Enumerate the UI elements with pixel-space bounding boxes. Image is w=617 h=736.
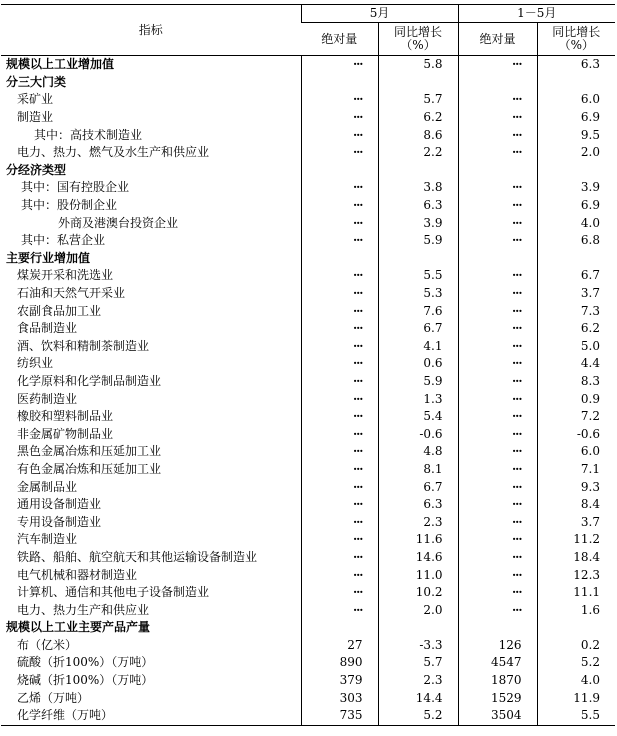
ytd-yoy-value: 6.0 — [537, 91, 615, 109]
ytd-abs-value: ··· — [458, 566, 537, 584]
ytd-yoy-value: 6.2 — [537, 320, 615, 338]
indicator-name: 黑色金属冶炼和压延加工业 — [17, 444, 162, 459]
indicator-name: 化学原料和化学制品制造业 — [17, 373, 162, 388]
month-yoy-value: 10.2 — [378, 584, 458, 602]
month-yoy-value: 6.3 — [378, 496, 458, 514]
section-row — [1, 56, 615, 74]
table-row — [1, 232, 615, 250]
indicator-name: 电力、热力生产和供应业 — [17, 602, 150, 617]
indicator-name: 制造业 — [17, 110, 54, 125]
month-abs-value: ··· — [301, 390, 378, 408]
ytd-abs-value: ··· — [458, 425, 537, 443]
indicator-name: 医药制造业 — [17, 391, 78, 406]
ytd-abs-value: ··· — [458, 355, 537, 373]
industrial-stats-table — [1, 4, 615, 726]
month-abs-value: ··· — [301, 179, 378, 197]
month-abs-value: ··· — [301, 109, 378, 127]
ytd-yoy-value: 9.3 — [537, 478, 615, 496]
table-row — [1, 478, 615, 496]
indicator-name: 化学纤维（万吨） — [1, 707, 301, 725]
month-abs-value: ··· — [301, 373, 378, 391]
ytd-header: 1－5月 — [458, 5, 615, 23]
indicator-name: 酒、饮料和精制茶制造业 — [17, 338, 150, 353]
ytd-abs-value — [458, 74, 537, 92]
table-row — [1, 302, 615, 320]
table-row — [1, 654, 615, 672]
month-yoy-value: -0.6 — [378, 425, 458, 443]
ytd-abs-value: 1870 — [458, 672, 537, 690]
month-yoy-value: 5.7 — [378, 91, 458, 109]
ytd-abs-value: ··· — [458, 461, 537, 479]
ytd-yoy-value: 1.6 — [537, 601, 615, 619]
ytd-abs-header: 绝对量 — [458, 23, 537, 56]
table-row — [1, 390, 615, 408]
indicator-name: 规模以上工业增加值 — [6, 57, 115, 72]
indicator-name: 金属制品业 — [17, 479, 78, 494]
indicator-name: 乙烯（万吨） — [17, 690, 90, 705]
table-row — [1, 285, 615, 303]
indicator-name: 石油和天然气开采业 — [17, 286, 126, 301]
month-abs-value: ··· — [301, 338, 378, 356]
table-row — [1, 425, 615, 443]
ytd-abs-value: ··· — [458, 144, 537, 162]
month-abs-value: ··· — [301, 443, 378, 461]
month-yoy-value: 14.4 — [378, 689, 458, 707]
month-abs-value: ··· — [301, 91, 378, 109]
ytd-abs-value: ··· — [458, 56, 537, 74]
month-yoy-value: 0.6 — [378, 355, 458, 373]
table-row — [1, 338, 615, 356]
month-abs-value: ··· — [301, 56, 378, 74]
month-yoy-value: 5.8 — [378, 56, 458, 74]
indicator-name: 烧碱（折100%）（万吨） — [17, 673, 154, 688]
month-yoy-value: 6.7 — [378, 478, 458, 496]
ytd-yoy-value: 6.8 — [537, 232, 615, 250]
ytd-abs-value — [458, 162, 537, 180]
table-row — [1, 373, 615, 391]
ytd-abs-value: ··· — [458, 443, 537, 461]
table-row — [1, 461, 615, 479]
ytd-yoy-value: 11.1 — [537, 584, 615, 602]
ytd-yoy-value: 12.3 — [537, 566, 615, 584]
ytd-abs-value: ··· — [458, 232, 537, 250]
month-yoy-value: 11.6 — [378, 531, 458, 549]
month-header: 5月 — [301, 5, 458, 23]
ytd-abs-value: ··· — [458, 214, 537, 232]
month-abs-value: ··· — [301, 549, 378, 567]
indicator-name: 电力、热力、燃气及水生产和供应业 — [17, 145, 210, 160]
indicator-name: 电气机械和器材制造业 — [17, 567, 138, 582]
ytd-abs-value: ··· — [458, 338, 537, 356]
month-yoy-value: 3.9 — [378, 214, 458, 232]
month-abs-value: ··· — [301, 267, 378, 285]
indicator-name: 专用设备制造业 — [17, 514, 102, 529]
table-header — [1, 5, 615, 56]
month-yoy-value: 8.6 — [378, 126, 458, 144]
ytd-abs-value — [458, 619, 537, 637]
month-yoy-value: 14.6 — [378, 549, 458, 567]
indicator-name: 其中：私营企业 — [21, 233, 106, 248]
indicator-name: 其中：高技术制造业 — [34, 127, 143, 142]
ytd-yoy-value: 9.5 — [537, 126, 615, 144]
ytd-abs-value: ··· — [458, 91, 537, 109]
month-yoy-value: 2.3 — [378, 672, 458, 690]
ytd-yoy-value: 4.4 — [537, 355, 615, 373]
ytd-abs-value: ··· — [458, 408, 537, 426]
ytd-abs-value: 126 — [458, 637, 537, 655]
month-abs-value: ··· — [301, 126, 378, 144]
indicator-name: 计算机、通信和其他电子设备制造业 — [17, 585, 210, 600]
table-body — [1, 56, 615, 726]
month-yoy-value: 5.9 — [378, 232, 458, 250]
month-abs-value: ··· — [301, 408, 378, 426]
month-yoy-header — [378, 23, 458, 56]
month-abs-value — [301, 74, 378, 92]
ytd-abs-value: ··· — [458, 549, 537, 567]
table-row — [1, 531, 615, 549]
table-row — [1, 197, 615, 215]
indicator-name: 通用设备制造业 — [17, 497, 102, 512]
month-abs-value: ··· — [301, 144, 378, 162]
month-abs-value: ··· — [301, 285, 378, 303]
month-yoy-value: 5.3 — [378, 285, 458, 303]
table-row — [1, 267, 615, 285]
ytd-abs-value: ··· — [458, 373, 537, 391]
indicator-name: 分经济类型 — [6, 162, 67, 177]
table-row — [1, 91, 615, 109]
indicator-name: 主要行业增加值 — [6, 250, 91, 265]
ytd-yoy-value: 0.9 — [537, 390, 615, 408]
month-abs-value: ··· — [301, 302, 378, 320]
month-yoy-value: -3.3 — [378, 637, 458, 655]
ytd-yoy-value: 6.9 — [537, 197, 615, 215]
ytd-abs-value: ··· — [458, 513, 537, 531]
section-row — [1, 74, 615, 92]
table-row — [1, 355, 615, 373]
ytd-abs-value: ··· — [458, 285, 537, 303]
ytd-abs-value: ··· — [458, 478, 537, 496]
indicator-name: 其中：国有控股企业 — [21, 180, 130, 195]
indicator-name: 外商及港澳台投资企业 — [58, 215, 179, 230]
table-row — [1, 214, 615, 232]
table-row — [1, 566, 615, 584]
month-abs-value: 890 — [301, 654, 378, 672]
table-row — [1, 144, 615, 162]
month-yoy-value: 11.0 — [378, 566, 458, 584]
month-abs-value: ··· — [301, 531, 378, 549]
ytd-abs-value: ··· — [458, 197, 537, 215]
month-abs-value: ··· — [301, 461, 378, 479]
ytd-yoy-header — [537, 23, 615, 56]
indicator-name: 采矿业 — [17, 92, 54, 107]
ytd-yoy-value — [537, 74, 615, 92]
section-row — [1, 162, 615, 180]
month-abs-value: ··· — [301, 355, 378, 373]
month-yoy-value: 5.2 — [378, 707, 458, 725]
ytd-yoy-value: 6.9 — [537, 109, 615, 127]
month-yoy-value: 5.7 — [378, 654, 458, 672]
table-row — [1, 707, 615, 725]
ytd-yoy-value: 6.3 — [537, 56, 615, 74]
month-yoy-value: 7.6 — [378, 302, 458, 320]
indicator-name: 非金属矿物制品业 — [17, 426, 114, 441]
month-yoy-value: 5.4 — [378, 408, 458, 426]
ytd-abs-value: ··· — [458, 109, 537, 127]
month-abs-value: 303 — [301, 689, 378, 707]
ytd-yoy-value: 4.0 — [537, 214, 615, 232]
ytd-yoy-value: 2.0 — [537, 144, 615, 162]
table-row — [1, 584, 615, 602]
indicator-name: 煤炭开采和洗选业 — [17, 268, 114, 283]
ytd-abs-value: ··· — [458, 496, 537, 514]
month-abs-value: ··· — [301, 425, 378, 443]
table-row — [1, 496, 615, 514]
ytd-yoy-value: 18.4 — [537, 549, 615, 567]
indicator-header: 指标 — [1, 5, 301, 56]
table-row — [1, 637, 615, 655]
indicator-name: 食品制造业 — [17, 321, 78, 336]
month-yoy-value: 6.3 — [378, 197, 458, 215]
ytd-yoy-value — [537, 162, 615, 180]
section-row — [1, 250, 615, 268]
table-row — [1, 513, 615, 531]
month-yoy-value: 4.1 — [378, 338, 458, 356]
ytd-abs-value: ··· — [458, 267, 537, 285]
indicator-name: 橡胶和塑料制品业 — [17, 409, 114, 424]
month-yoy-label: 同比增长 （%） — [394, 25, 443, 52]
table-row — [1, 126, 615, 144]
month-abs-value: 735 — [301, 707, 378, 725]
month-yoy-value — [378, 619, 458, 637]
indicator-name: 汽车制造业 — [17, 532, 78, 547]
ytd-abs-value: 1529 — [458, 689, 537, 707]
ytd-abs-value: ··· — [458, 179, 537, 197]
month-abs-value: ··· — [301, 214, 378, 232]
month-abs-value: ··· — [301, 584, 378, 602]
ytd-yoy-value: 6.7 — [537, 267, 615, 285]
indicator-name: 农副食品加工业 — [17, 303, 102, 318]
ytd-yoy-value: 11.2 — [537, 531, 615, 549]
ytd-yoy-value: 7.2 — [537, 408, 615, 426]
ytd-abs-value: ··· — [458, 302, 537, 320]
indicator-name: 纺织业 — [17, 356, 54, 371]
month-yoy-value — [378, 162, 458, 180]
month-yoy-value: 6.2 — [378, 109, 458, 127]
ytd-abs-value: ··· — [458, 320, 537, 338]
ytd-abs-value: ··· — [458, 531, 537, 549]
ytd-yoy-value: 3.7 — [537, 285, 615, 303]
month-yoy-value: 5.9 — [378, 373, 458, 391]
ytd-yoy-value: 0.2 — [537, 637, 615, 655]
ytd-yoy-value: 7.1 — [537, 461, 615, 479]
ytd-yoy-value: 5.5 — [537, 707, 615, 725]
month-abs-value — [301, 162, 378, 180]
ytd-abs-value: ··· — [458, 601, 537, 619]
ytd-yoy-value: 5.0 — [537, 338, 615, 356]
month-abs-value: ··· — [301, 197, 378, 215]
table-row — [1, 443, 615, 461]
month-abs-value: ··· — [301, 566, 378, 584]
month-abs-value: ··· — [301, 513, 378, 531]
indicator-name: 有色金属冶炼和压延加工业 — [17, 461, 162, 476]
ytd-abs-value — [458, 250, 537, 268]
month-yoy-value: 3.8 — [378, 179, 458, 197]
ytd-abs-value: 3504 — [458, 707, 537, 725]
month-yoy-value: 6.7 — [378, 320, 458, 338]
month-abs-value: ··· — [301, 232, 378, 250]
month-abs-value: 379 — [301, 672, 378, 690]
ytd-abs-value: ··· — [458, 584, 537, 602]
indicator-name: 布（亿米） — [17, 637, 78, 652]
month-abs-value — [301, 619, 378, 637]
ytd-yoy-value: 11.9 — [537, 689, 615, 707]
month-yoy-value — [378, 250, 458, 268]
month-yoy-value: 4.8 — [378, 443, 458, 461]
ytd-abs-value: ··· — [458, 126, 537, 144]
ytd-yoy-value: -0.6 — [537, 425, 615, 443]
month-yoy-value — [378, 74, 458, 92]
month-abs-value: ··· — [301, 496, 378, 514]
indicator-name: 硫酸（折100%）（万吨） — [17, 655, 154, 670]
ytd-yoy-value: 8.4 — [537, 496, 615, 514]
table-row — [1, 549, 615, 567]
month-abs-value: ··· — [301, 601, 378, 619]
month-abs-value: ··· — [301, 320, 378, 338]
indicator-name: 规模以上工业主要产品产量 — [6, 620, 151, 635]
table-row — [1, 672, 615, 690]
ytd-yoy-value: 6.0 — [537, 443, 615, 461]
indicator-name: 其中：股份制企业 — [21, 198, 118, 213]
ytd-yoy-value: 3.9 — [537, 179, 615, 197]
ytd-yoy-value — [537, 619, 615, 637]
ytd-yoy-label: 同比增长 （%） — [552, 25, 601, 52]
ytd-abs-value: ··· — [458, 390, 537, 408]
month-yoy-value: 2.0 — [378, 601, 458, 619]
ytd-yoy-value: 5.2 — [537, 654, 615, 672]
month-abs-value: ··· — [301, 478, 378, 496]
month-yoy-value: 2.3 — [378, 513, 458, 531]
table-row — [1, 320, 615, 338]
table-row — [1, 408, 615, 426]
table-row — [1, 179, 615, 197]
indicator-name: 分三大门类 — [6, 74, 67, 89]
ytd-yoy-value: 3.7 — [537, 513, 615, 531]
month-yoy-value: 2.2 — [378, 144, 458, 162]
table-row — [1, 109, 615, 127]
month-yoy-value: 1.3 — [378, 390, 458, 408]
ytd-yoy-value: 7.3 — [537, 302, 615, 320]
ytd-yoy-value: 8.3 — [537, 373, 615, 391]
month-yoy-value: 5.5 — [378, 267, 458, 285]
table-row — [1, 601, 615, 619]
table-row — [1, 689, 615, 707]
ytd-yoy-value: 4.0 — [537, 672, 615, 690]
month-abs-value: 27 — [301, 637, 378, 655]
indicator-name: 铁路、船舶、航空航天和其他运输设备制造业 — [17, 549, 258, 564]
section-row — [1, 619, 615, 637]
month-yoy-value: 8.1 — [378, 461, 458, 479]
month-abs-header: 绝对量 — [301, 23, 378, 56]
ytd-yoy-value — [537, 250, 615, 268]
month-abs-value — [301, 250, 378, 268]
ytd-abs-value: 4547 — [458, 654, 537, 672]
